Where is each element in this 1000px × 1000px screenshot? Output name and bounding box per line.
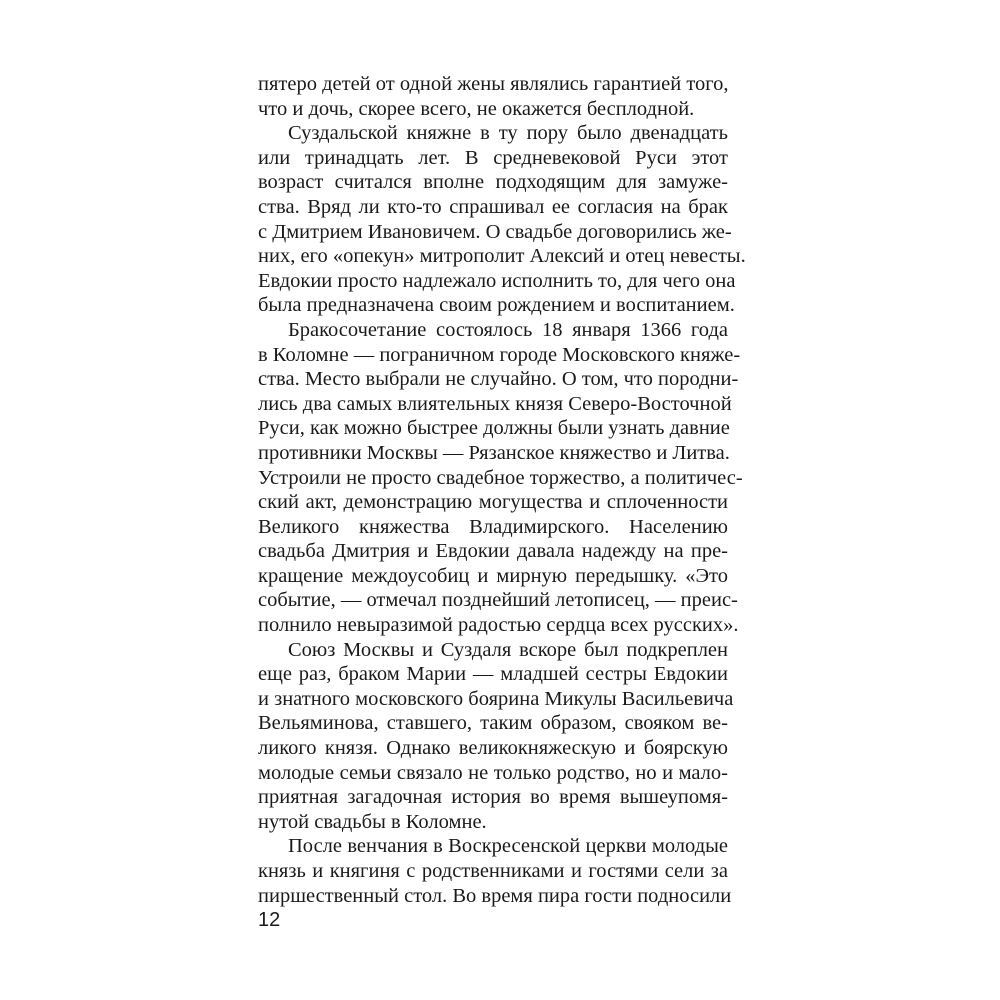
text-line: была предназначена своим рождением и воспитанием. bbox=[258, 294, 735, 317]
text-line: кращение междоусобиц и мирную передышку. «Это bbox=[258, 564, 728, 587]
text-line: молодые семьи связало не только родство, но и мало- bbox=[258, 761, 728, 784]
text-line: в Коломне — пограничном городе Московского княже- bbox=[258, 343, 741, 366]
text-line: Устроили не просто свадебное торжество, а политичес- bbox=[258, 466, 743, 489]
text-line: с Дмитрием Ивановичем. О свадьбе договорились же- bbox=[258, 220, 732, 243]
text-line: возраст считался вполне подходящим для замуже- bbox=[258, 171, 728, 194]
paragraph bbox=[258, 638, 734, 835]
text-line: ликого князя. Однако великокняжескую и боярскую bbox=[258, 737, 728, 760]
text-line: Бракосочетание состоялось 18 января 1366 года bbox=[288, 318, 728, 341]
page-number: 12 bbox=[258, 909, 281, 931]
text-line: нутой свадьбы в Коломне. bbox=[258, 810, 487, 833]
text-line: После венчания в Воскресенской церкви молодые bbox=[288, 835, 728, 858]
text-line: свадьба Дмитрия и Евдокии давала надежду на пре- bbox=[258, 540, 728, 563]
text-line: лись два самых влиятельных князя Северо-Восточной bbox=[258, 392, 732, 415]
text-line: Руси, как можно быстрее должны были узнать давние bbox=[258, 417, 730, 440]
paragraph bbox=[258, 72, 728, 121]
text-line: или тринадцать лет. В средневековой Руси этот bbox=[258, 146, 728, 169]
text-line: еще раз, браком Марии — младшей сестры Евдокии bbox=[258, 663, 728, 686]
text-line: ский акт, демонстрацию могущества и сплоченности bbox=[258, 491, 728, 514]
paragraph bbox=[258, 318, 743, 638]
text-line: полнило невыразимой радостью сердца всех русских». bbox=[258, 614, 739, 637]
text-line: Суздальской княжне в ту пору было двенадцать bbox=[288, 122, 728, 145]
text-line: Вельяминова, ставшего, таким образом, свояком ве- bbox=[258, 712, 728, 735]
text-line: что и дочь, скорее всего, не окажется бесплодной. bbox=[258, 97, 695, 120]
text-line: противники Москвы — Рязанское княжество и Литва. bbox=[258, 441, 730, 464]
text-line: ства. Место выбрали не случайно. О том, что породни- bbox=[258, 368, 739, 391]
text-line: Евдокии просто надлежало исполнить то, для чего она bbox=[258, 269, 736, 292]
paragraph bbox=[258, 121, 746, 318]
text-line: пиршественный стол. Во время пира гости подносили bbox=[258, 884, 732, 907]
text-line: ства. Вряд ли кто-то спрашивал ее согласия на брак bbox=[258, 195, 728, 218]
text-line: Союз Москвы и Суздаля вскоре был подкреплен bbox=[288, 638, 728, 661]
text-line: приятная загадочная история во время вышеупомя- bbox=[258, 786, 728, 809]
text-line: и знатного московского боярина Микулы Васильевича bbox=[258, 687, 734, 710]
text-line: Великого княжества Владимирского. Населению bbox=[258, 515, 728, 538]
body-text bbox=[258, 72, 746, 908]
text-line: пятеро детей от одной жены являлись гарантией того, bbox=[258, 73, 729, 95]
text-line: событие, — отмечал позднейший летописец, — преис- bbox=[258, 589, 738, 612]
text-line: них, его «опекун» митрополит Алексий и отец невесты. bbox=[258, 245, 746, 268]
text-line: князь и княгиня с родственниками и гостями сели за bbox=[258, 860, 728, 882]
paragraph bbox=[258, 834, 732, 908]
